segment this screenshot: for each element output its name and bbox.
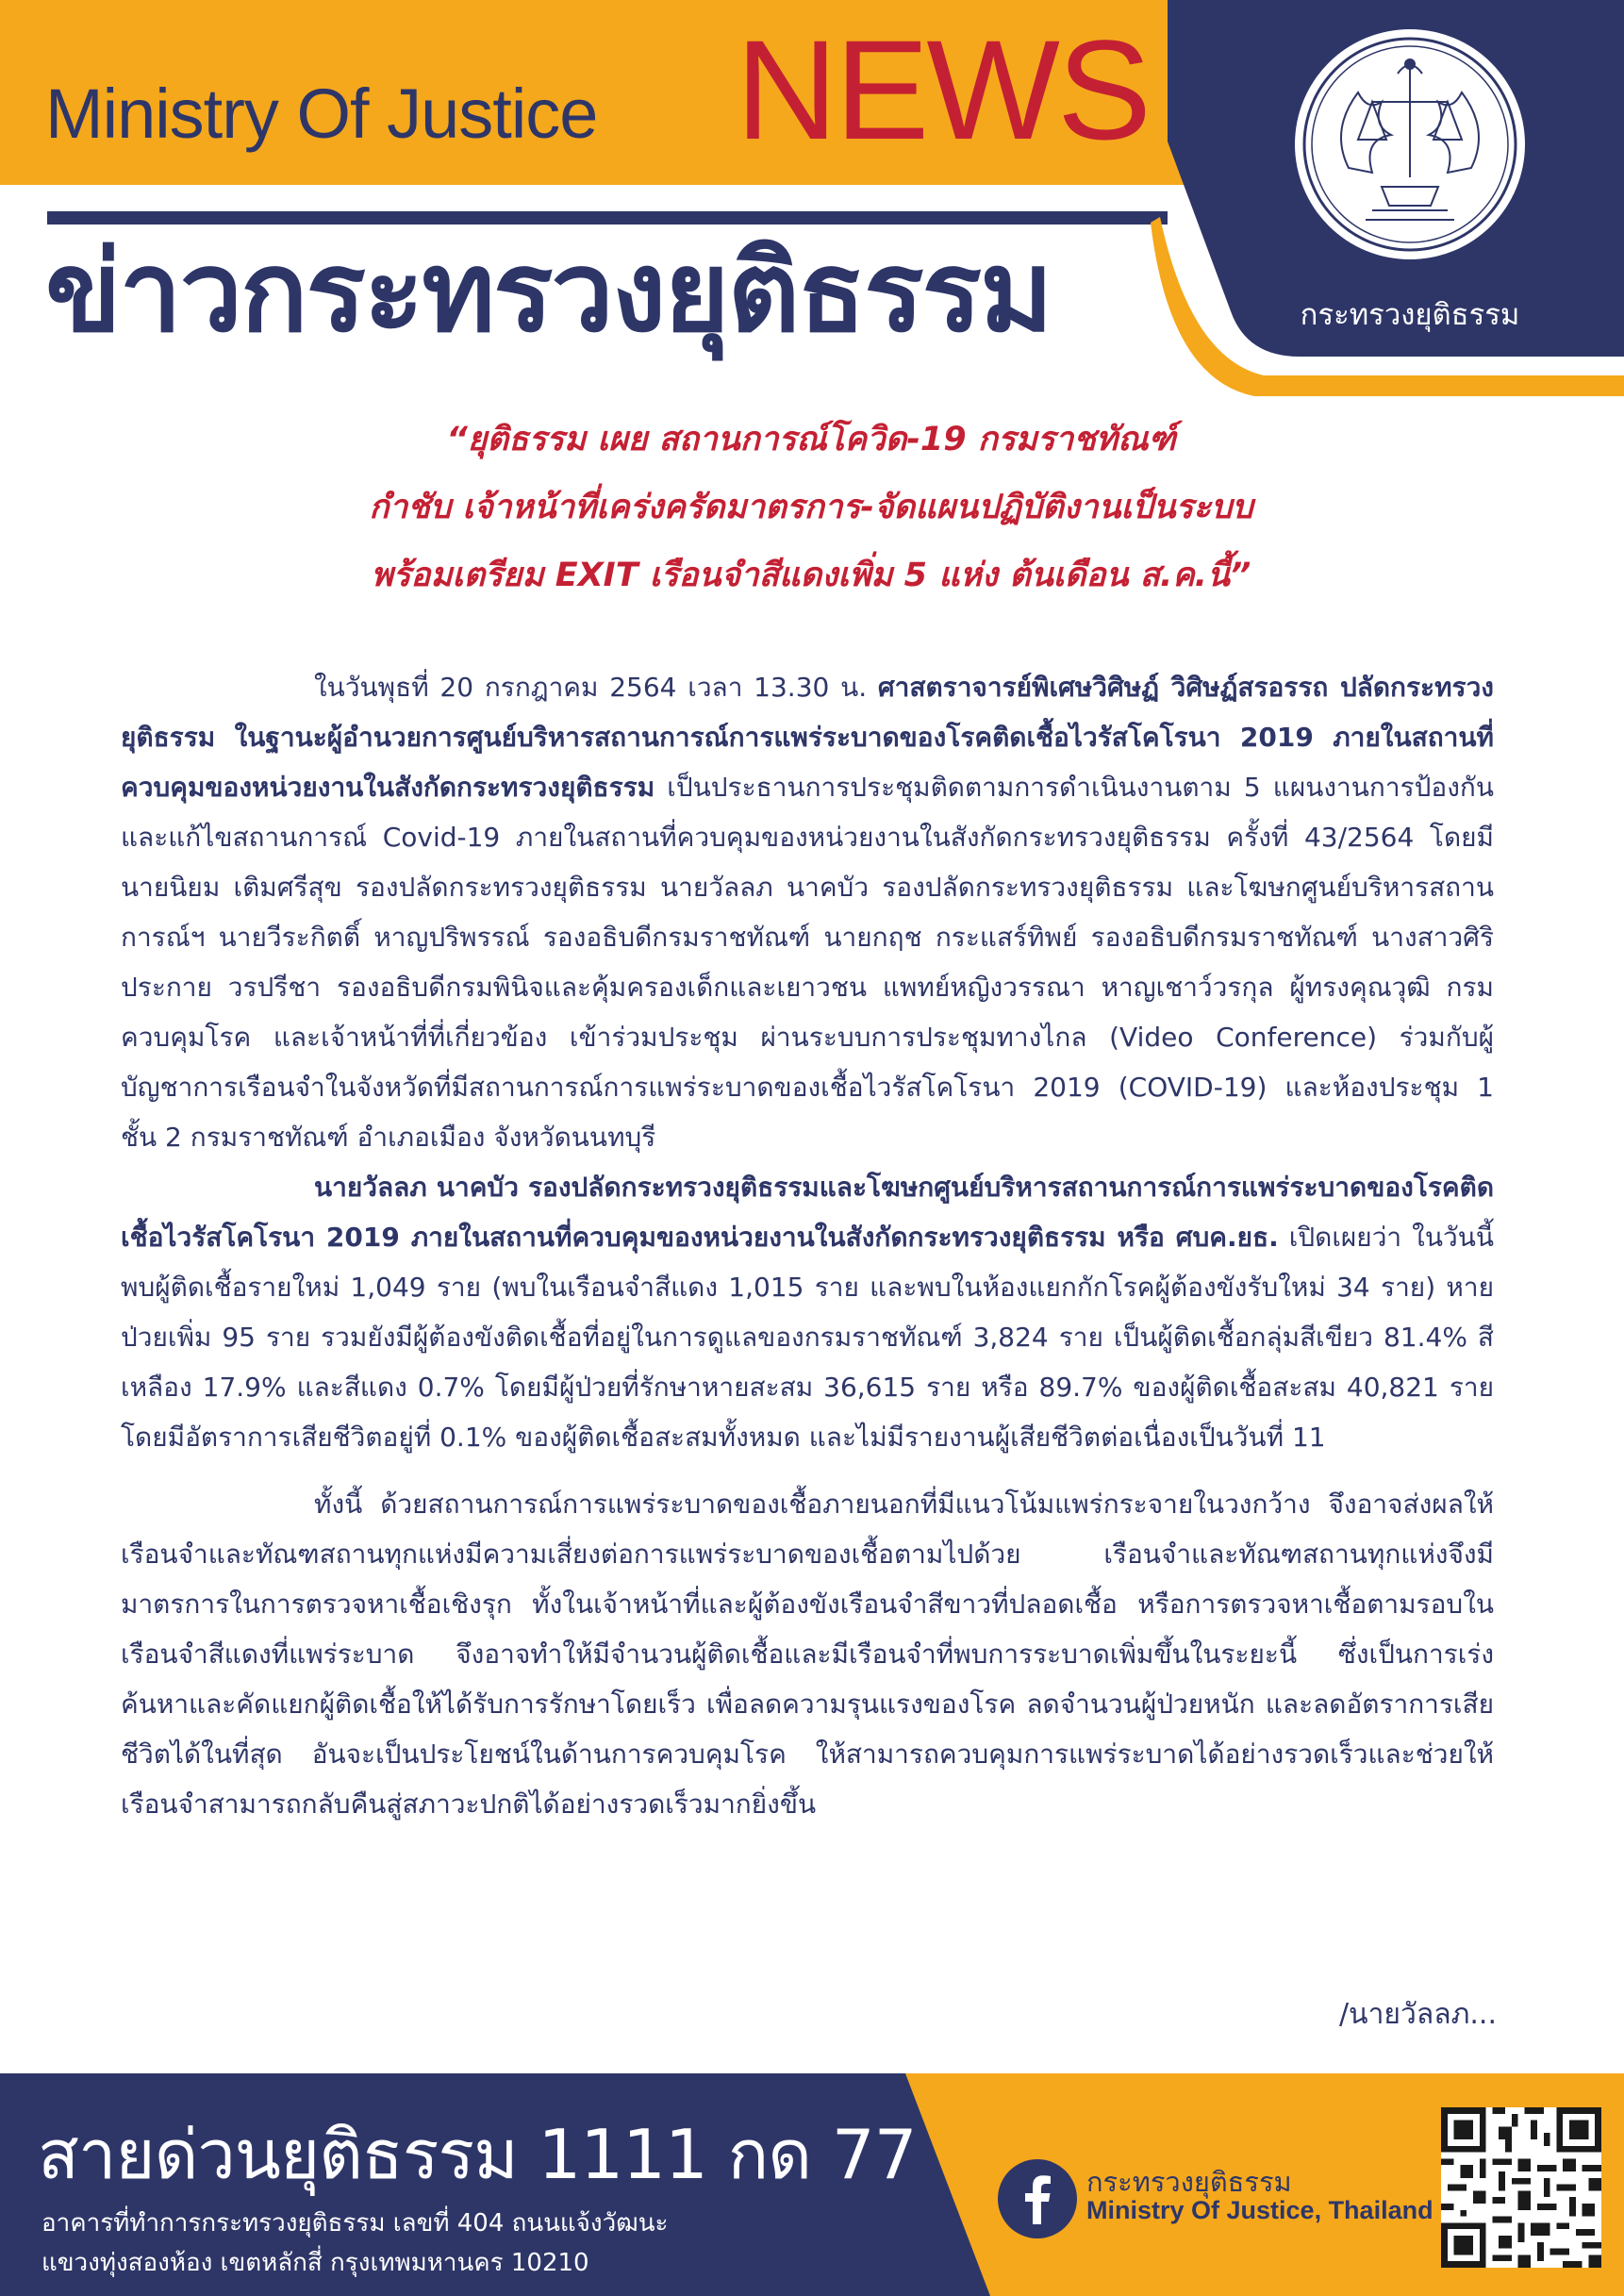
article-body — [121, 662, 1494, 1829]
paragraph-2-bold: นายวัลลภ นาคบัว รองปลัดกระทรวงยุติธรรมและโฆษกศูนย์บริหารสถานการณ์การแพร่ระบาดของโรคติดเชื้อไวรัสโคโรนา 2019 ภายในสถานที่ควบคุมของหน่วยงานในสังกัดกระทรวงยุติธรรม หรือ ศบค.ยธ. — [121, 1172, 1494, 1253]
paragraph-1-bold: ศาสตราจารย์พิเศษวิศิษฏ์ วิศิษฏ์สรอรรถ ปลัดกระทรวงยุติธรรม ในฐานะผู้อำนวยการศูนย์บริหารสถานการณ์การแพร่ระบาดของโรคติดเชื้อไวรัสโคโรนา 2019 ภายในสถานที่ควบคุมของหน่วยงานในสังกัดกระทรวงยุติธรรม — [121, 672, 1494, 803]
brand-news-wordmark: NEWS — [736, 10, 1149, 169]
headline-line-2: กำชับ เจ้าหน้าที่เคร่งครัดมาตรการ-จัดแผนปฏิบัติงานเป็นระบบ — [369, 489, 1253, 526]
hotline-number: สายด่วนยุติธรรม 1111 กด 77 — [38, 2115, 917, 2194]
address-line-2: แขวงทุ่งสองห้อง เขตหลักสี่ กรุงเทพมหานคร 10210 — [41, 2249, 589, 2277]
continued-marker: /นายวัลลภ... — [1338, 1998, 1497, 2031]
brand-title-thai: ข่าวกระทรวงยุติธรรม — [45, 226, 1052, 357]
paragraph-2-text: เปิดเผยว่า ในวันนี้ พบผู้ติดเชื้อรายใหม่ 1,049 ราย (พบในเรือนจำสีแดง 1,015 ราย และพบในห้องแยกกักโรคผู้ต้องขังรับใหม่ 34 ราย) หายป่วยเพิ่ม 95 ราย รวมยังมีผู้ต้องขังติดเชื้อที่อยู่ในการดูแลของกรมราชทัณฑ์ 3,824 ราย เป็นผู้ติดเชื้อกลุ่มสีเขียว 81.4% สีเหลือง 17.9% และสีแดง 0.7% โดยมีผู้ป่วยที่รักษาหายสะสม 36,615 ราย หรือ 89.7% ของผู้ติดเชื้อสะสม 40,821 ราย โดยมีอัตราการเสียชีวิตอยู่ที่ 0.1% ของผู้ติดเชื้อสะสมทั้งหมด และไม่มีรายงานผู้เสียชีวิตต่อเนื่องเป็นวันที่ 11 — [121, 1222, 1494, 1453]
facebook-icon[interactable] — [997, 2158, 1078, 2239]
qr-code-icon[interactable] — [1441, 2107, 1601, 2268]
facebook-page-name-english: Ministry Of Justice, Thailand — [1086, 2196, 1433, 2224]
ministry-seal-icon — [1292, 26, 1528, 262]
facebook-page-name-thai: กระทรวงยุติธรรม — [1086, 2166, 1292, 2198]
paragraph-1-intro: ในวันพุธที่ 20 กรกฎาคม 2564 เวลา 13.30 น. — [314, 672, 878, 703]
paragraph-1-text: เป็นประธานการประชุมติดตามการดำเนินงานตาม 5 แผนงานการป้องกันและแก้ไขสถานการณ์ Covid-19 ภายในสถานที่ควบคุมของหน่วยงานในสังกัดกระทรวงยุติธรรม ครั้งที่ 43/2564 โดยมีนายนิยม เติมศรีสุข รองปลัดกระทรวงยุติธรรม นายวัลลภ นาคบัว รองปลัดกระทรวงยุติธรรม และโฆษกศูนย์บริหารสถานการณ์ฯ นายวีระกิตติ์ หาญปริพรรณ์ รองอธิบดีกรมราชทัณฑ์ นายกฤช กระแสร์ทิพย์ รองอธิบดีกรมราชทัณฑ์ นางสาวศิริประกาย วรปรีชา รองอธิบดีกรมพินิจและคุ้มครองเด็กและเยาวชน แพทย์หญิงวรรณา หาญเชาว์วรกุล ผู้ทรงคุณวุฒิ กรมควบคุมโรค และเจ้าหน้าที่ที่เกี่ยวข้อง เข้าร่วมประชุม ผ่านระบบการประชุมทางไกล (Video Conference) ร่วมกับผู้บัญชาการเรือนจำในจังหวัดที่มีสถานการณ์การแพร่ระบาดของเชื้อไวรัสโคโรนา 2019 (COVID-19) และห้องประชุม 1 ชั้น 2 กรมราชทัณฑ์ อำเภอเมือง จังหวัดนนทบุรี — [121, 772, 1494, 1153]
paragraph-3: ทั้งนี้ ด้วยสถานการณ์การแพร่ระบาดของเชื้อภายนอกที่มีแนวโน้มแพร่กระจายในวงกว้าง จึงอาจส่งผลให้เรือนจำและทัณฑสถานทุกแห่งมีความเสี่ยงต่อการแพร่ระบาดของเชื้อตามไปด้วย เรือนจำและทัณฑสถานทุกแห่งจึงมีมาตรการในการตรวจหาเชื้อเชิงรุก ทั้งในเจ้าหน้าที่และผู้ต้องขังเรือนจำสีขาวที่ปลอดเชื้อ หรือการตรวจหาเชื้อตามรอบในเรือนจำสีแดงที่แพร่ระบาด จึงอาจทำให้มีจำนวนผู้ติดเชื้อและมีเรือนจำที่พบการระบาดเพิ่มขึ้นในระยะนี้ ซึ่งเป็นการเร่งค้นหาและคัดแยกผู้ติดเชื้อให้ได้รับการรักษาโดยเร็ว เพื่อลดความรุนแรงของโรค ลดจำนวนผู้ป่วยหนัก และลดอัตราการเสียชีวิตได้ในที่สุด อันจะเป็นประโยชน์ในด้านการควบคุมโรค ให้สามารถควบคุมการแพร่ระบาดได้อย่างรวดเร็วและช่วยให้เรือนจำสามารถกลับคืนสู่สภาวะปกติได้อย่างรวดเร็วมากยิ่งขึ้น — [121, 1489, 1494, 1820]
seal-caption: กระทรวงยุติธรรม — [1300, 298, 1520, 332]
brand-title-english: Ministry Of Justice — [45, 75, 598, 153]
headline-line-3: พร้อมเตรียม EXIT เรือนจำสีแดงเพิ่ม 5 แห่ง ต้นเดือน ส.ค.นี้” — [371, 557, 1251, 594]
address-line-1: อาคารที่ทำการกระทรวงยุติธรรม เลขที่ 404 ถนนแจ้งวัฒนะ — [41, 2209, 669, 2238]
paragraph-2 — [121, 1162, 1494, 1462]
paragraph-1 — [121, 662, 1494, 1162]
headline-line-1: “ยุติธรรม เผย สถานการณ์โควิด-19 กรมราชทัณฑ์ — [446, 421, 1176, 458]
